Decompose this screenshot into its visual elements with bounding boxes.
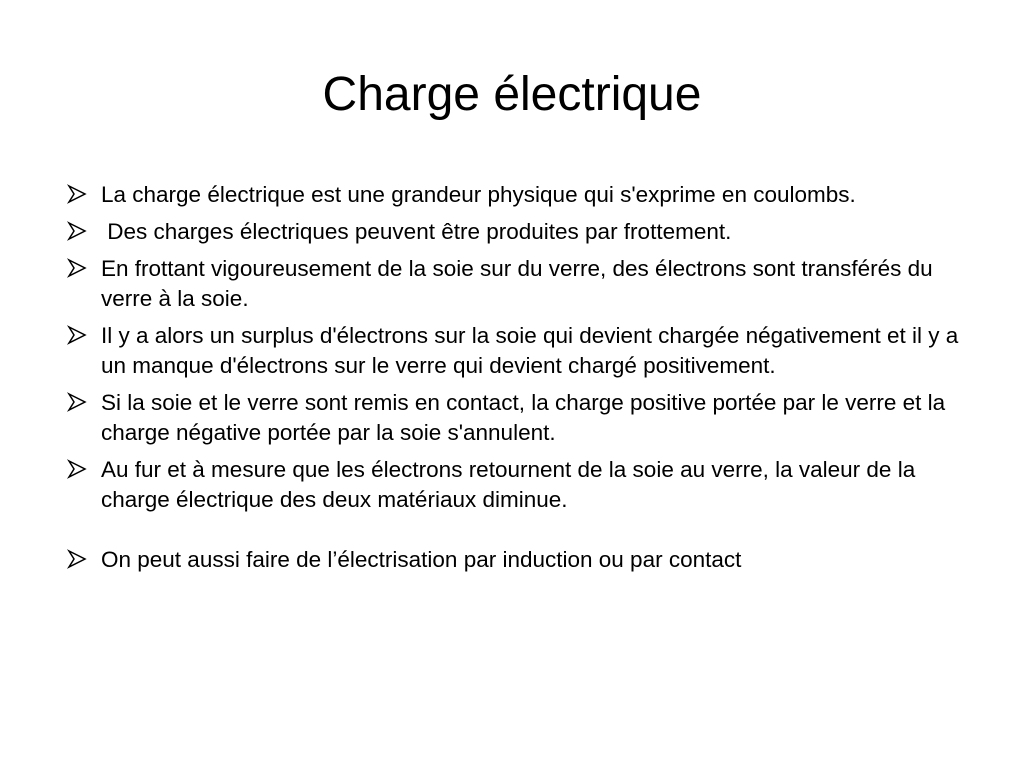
arrowhead-bullet-icon xyxy=(66,458,88,480)
bullet-text: Si la soie et le verre sont remis en contact, la charge positive portée par le verre et la charge négative portée par la soie s'annulent. xyxy=(101,390,946,445)
bullet-item-2 xyxy=(66,217,966,247)
bullet-item-5 xyxy=(66,388,966,448)
arrowhead-bullet-icon xyxy=(66,391,88,413)
bullet-text: La charge électrique est une grandeur physique qui s'exprime en coulombs. xyxy=(101,182,856,207)
slide-title: Charge électrique xyxy=(322,68,702,121)
bullet-text: Des charges électriques peuvent être produites par frottement. xyxy=(101,219,732,244)
bullet-text: On peut aussi faire de l’électrisation par induction ou par contact xyxy=(101,547,742,572)
arrowhead-bullet-icon xyxy=(66,220,88,242)
bullet-list xyxy=(66,180,966,582)
bullet-item-7 xyxy=(66,545,966,575)
arrowhead-bullet-icon xyxy=(66,257,88,279)
bullet-item-4 xyxy=(66,321,966,381)
bullet-text: Au fur et à mesure que les électrons retournent de la soie au verre, la valeur de la charge électrique des deux matériaux diminue. xyxy=(101,457,916,512)
bullet-text: Il y a alors un surplus d'électrons sur la soie qui devient chargée négativement et il y a un manque d'électrons sur le verre qui devient chargé positivement. xyxy=(101,323,959,378)
bullet-item-6 xyxy=(66,455,966,515)
bullet-text: En frottant vigoureusement de la soie sur du verre, des électrons sont transférés du verre à la soie. xyxy=(101,256,933,311)
arrowhead-bullet-icon xyxy=(66,548,88,570)
bullet-item-3 xyxy=(66,254,966,314)
arrowhead-bullet-icon xyxy=(66,183,88,205)
bullet-item-1 xyxy=(66,180,966,210)
arrowhead-bullet-icon xyxy=(66,324,88,346)
